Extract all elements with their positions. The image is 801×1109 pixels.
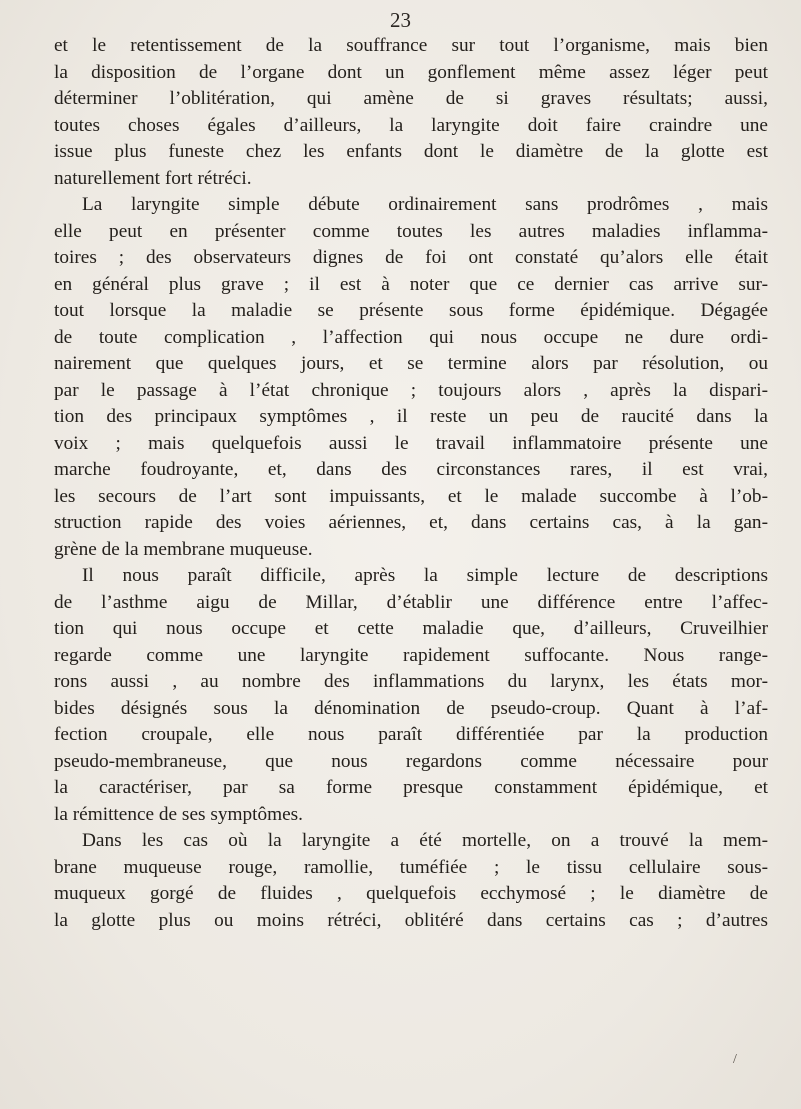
text-line: elle peut en présenter comme toutes les autres maladies inflamma-: [54, 220, 768, 242]
text-line: fection croupale, elle nous paraît différentiée par la production: [54, 724, 768, 745]
text-line: les secours de l’art sont impuissants, et le malade succombe à l’ob-: [54, 485, 768, 507]
text-line: la disposition de l’organe dont un gonflement même assez léger peut: [54, 61, 768, 83]
text-line: voix ; mais quelquefois aussi le travail inflammatoire présente une: [54, 432, 768, 454]
text-line: la caractériser, par sa forme presque constamment épidémique, et: [54, 777, 768, 798]
page-number: 23: [390, 8, 411, 32]
text-line: Il nous paraît difficile, après la simple lecture de descriptions: [82, 565, 768, 586]
paragraph-1: [54, 33, 768, 192]
text-line: bides désignés sous la dénomination de pseudo-croup. Quant à l’af-: [54, 697, 768, 719]
text-line: nairement que quelques jours, et se termine alors par résolution, ou: [54, 353, 768, 374]
text-line: La laryngite simple débute ordinairement sans prodrômes , mais: [82, 194, 768, 215]
text-line: brane muqueuse rouge, ramollie, tuméfiée ; le tissu cellulaire sous-: [54, 856, 768, 878]
text-line: de l’asthme aigu de Millar, d’établir une différence entre l’affec-: [54, 591, 768, 613]
text-line: struction rapide des voies aériennes, et, dans certains cas, à la gan-: [54, 512, 768, 533]
text-line: tion des principaux symptômes , il reste un peu de raucité dans la: [54, 406, 768, 427]
text-line: grène de la membrane muqueuse.: [54, 538, 313, 560]
text-line: marche foudroyante, et, dans des circonstances rares, il est vrai,: [54, 459, 768, 480]
stray-mark: /: [733, 1052, 737, 1067]
paragraph-2: [54, 192, 768, 563]
text-line: déterminer l’oblitération, qui amène de si graves résultats; aussi,: [54, 88, 768, 109]
text-line: toires ; des observateurs dignes de foi ont constaté qu’alors elle était: [54, 247, 768, 268]
text-line: pseudo-membraneuse, que nous regardons comme nécessaire pour: [54, 750, 768, 772]
text-line: tout lorsque la maladie se présente sous forme épidémique. Dégagée: [54, 300, 768, 321]
text-line: rons aussi , au nombre des inflammations du larynx, les états mor-: [54, 671, 768, 692]
text-line: tion qui nous occupe et cette maladie que, d’ailleurs, Cruveilhier: [54, 618, 768, 639]
text-line: de toute complication , l’affection qui nous occupe ne dure ordi-: [54, 326, 768, 348]
text-line: par le passage à l’état chronique ; toujours alors , après la dispari-: [54, 379, 768, 401]
text-line: la glotte plus ou moins rétréci, oblitéré dans certains cas ; d’autres: [54, 909, 768, 931]
text-line: toutes choses égales d’ailleurs, la laryngite doit faire craindre une: [54, 114, 768, 136]
text-line: et le retentissement de la souffrance sur tout l’organisme, mais bien: [54, 35, 768, 56]
text-line: Dans les cas où la laryngite a été mortelle, on a trouvé la mem-: [82, 830, 768, 851]
body-text: [54, 33, 768, 934]
text-line: regarde comme une laryngite rapidement suffocante. Nous range-: [54, 644, 768, 666]
text-line: la rémittence de ses symptômes.: [54, 803, 303, 825]
paragraph-3: [54, 563, 768, 828]
paragraph-4: [54, 828, 768, 934]
text-line: naturellement fort rétréci.: [54, 167, 252, 189]
text-line: en général plus grave ; il est à noter que ce dernier cas arrive sur-: [54, 273, 768, 295]
text-line: muqueux gorgé de fluides , quelquefois ecchymosé ; le diamètre de: [54, 883, 768, 904]
text-line: issue plus funeste chez les enfants dont le diamètre de la glotte est: [54, 141, 768, 162]
